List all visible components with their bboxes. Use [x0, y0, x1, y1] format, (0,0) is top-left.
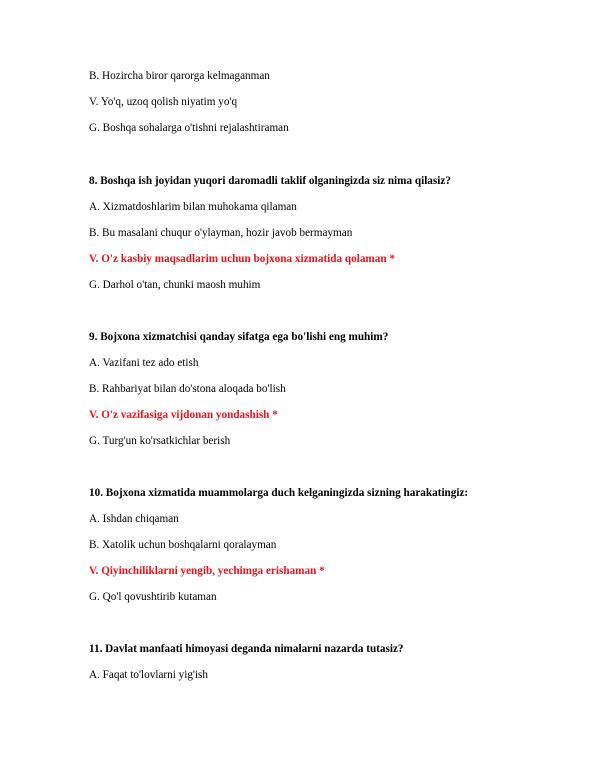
question-11: 11. Davlat manfaati himoyasi deganda nimalarni nazarda tutasiz?	[89, 643, 404, 655]
answer-option-b: B. Xatolik uchun boshqalarni qoralayman	[89, 539, 277, 551]
correct-answer-option-v: V. O'z kasbiy maqsadlarim uchun bojxona xizmatida qolaman *	[89, 253, 395, 265]
question-9: 9. Bojxona xizmatchisi qanday sifatga ega bo'lishi eng muhim?	[89, 331, 389, 343]
answer-option-a: A. Ishdan chiqaman	[89, 513, 179, 525]
answer-option-a: A. Faqat to'lovlarni yig'ish	[89, 669, 209, 681]
question-10: 10. Bojxona xizmatida muammolarga duch kelganingizda sizning harakatingiz:	[89, 487, 469, 499]
answer-option-b: B. Bu masalani chuqur o'ylayman, hozir javob bermayman	[89, 227, 353, 239]
answer-option-a: A. Xizmatdoshlarim bilan muhokama qilaman	[89, 201, 297, 213]
correct-answer-option-v: V. O'z vazifasiga vijdonan yondashish *	[89, 409, 278, 421]
answer-option-a: A. Vazifani tez ado etish	[89, 357, 199, 369]
answer-option-b: B. Rahbariyat bilan do'stona aloqada bo'lish	[89, 383, 286, 395]
answer-option-b: B. Hozircha biror qarorga kelmaganman	[89, 70, 270, 82]
answer-option-g: G. Qo'l qovushtirib kutaman	[89, 591, 217, 603]
answer-option-g: G. Boshqa sohalarga o'tishni rejalashtiraman	[89, 122, 289, 134]
answer-option-g: G. Turg'un ko'rsatkichlar berish	[89, 435, 231, 447]
question-8: 8. Boshqa ish joyidan yuqori daromadli taklif olganingizda siz nima qilasiz?	[89, 175, 451, 187]
correct-answer-option-v: V. Qiyinchiliklarni yengib, yechimga erishaman *	[89, 565, 325, 577]
answer-option-g: G. Darhol o'tan, chunki maosh muhim	[89, 279, 261, 291]
answer-option-v: V. Yo'q, uzoq qolish niyatim yo'q	[89, 96, 238, 108]
